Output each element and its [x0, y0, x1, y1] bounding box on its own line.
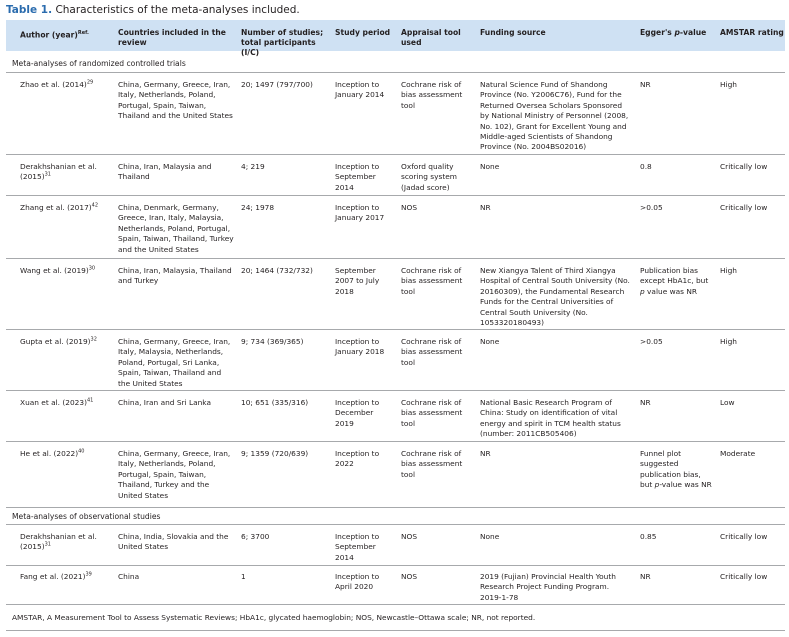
header-funding: Funding source	[480, 28, 546, 37]
section-observational: Meta-analyses of observational studies	[12, 512, 161, 521]
row-tool: Cochrane risk of bias assessment tool	[401, 398, 463, 428]
row-divider	[6, 72, 785, 73]
header-period: Study period	[335, 28, 391, 37]
row-divider	[6, 390, 785, 391]
table-bottom-rule	[6, 604, 785, 605]
row-tool: Cochrane risk of bias assessment tool	[401, 449, 463, 479]
header-tool: Appraisal tool used	[401, 28, 461, 47]
row-amstar: Critically low	[720, 203, 768, 212]
row-egger: 0.8	[640, 162, 652, 171]
row-number: 9; 734 (369/365)	[241, 337, 304, 346]
row-author: Gupta et al. $(2019)^{32}$	[20, 336, 97, 346]
row-tool: Cochrane risk of bias assessment tool	[401, 80, 463, 110]
row-egger: >0.05	[640, 337, 663, 346]
row-countries: China, Iran, Malaysia and Thailand	[118, 162, 212, 182]
row-number: 9; 1359 (720/639)	[241, 449, 309, 458]
row-funding: New Xiangya Talent of Third Xiangya Hospital of Central South University (No. 20160309), the Fundamental Research Funds for the Central Universities of Central South University (No. 1053320180493)	[480, 266, 630, 328]
row-funding: None	[480, 162, 500, 171]
row-funding: 2019 (Fujian) Provincial Health Youth Research Project Funding Program. 2019-1-78	[480, 572, 616, 602]
row-countries: China, Germany, Greece, Iran, Italy, Netherlands, Poland, Portugal, Spain, Taiwan, Thailand and the United States	[118, 80, 233, 121]
row-number: 10; 651 (335/316)	[241, 398, 309, 407]
row-period: Inception to January 2018	[335, 337, 385, 357]
row-egger: NR	[640, 398, 651, 407]
table-title: Characteristics of the meta-analyses included.	[55, 4, 300, 16]
row-egger: >0.05	[640, 203, 663, 212]
row-countries: China, Iran, Malaysia, Thailand and Turkey	[118, 266, 232, 286]
row-egger: Funnel plot suggested publication bias, but p-value was NR	[640, 449, 712, 490]
row-divider	[6, 154, 785, 155]
row-number: 24; 1978	[241, 203, 275, 212]
row-author: Zhao et al. $(2014)^{29}$	[20, 79, 94, 89]
row-author: Wang et al. $(2019)^{30}$	[20, 265, 96, 275]
row-tool: NOS	[401, 532, 418, 541]
row-tool: Cochrane risk of bias assessment tool	[401, 337, 463, 367]
row-countries: China, India, Slovakia and the United States	[118, 532, 229, 552]
row-divider	[6, 329, 785, 330]
row-number: 6; 3700	[241, 532, 270, 541]
row-period: Inception to January 2014	[335, 80, 385, 100]
row-funding: National Basic Research Program of China: Study on identification of vital energy and spirit in TCM health status (number: 2011CB505406)	[480, 398, 621, 439]
section-rct: Meta-analyses of randomized controlled trials	[12, 59, 186, 68]
row-funding: NR	[480, 203, 491, 212]
row-countries: China, Iran and Sri Lanka	[118, 398, 211, 407]
row-divider	[6, 195, 785, 196]
row-egger: Publication bias except HbA1c, but p value was NR	[640, 266, 709, 296]
row-amstar: High	[720, 80, 737, 89]
row-divider	[6, 258, 785, 259]
row-countries: China, Germany, Greece, Iran, Italy, Netherlands, Poland, Portugal, Spain, Taiwan, Thailand, Turkey and the United States	[118, 449, 231, 500]
row-number: 20; 1464 (732/732)	[241, 266, 313, 275]
header-amstar: AMSTAR rating	[720, 28, 784, 37]
row-author: Derakhshanian et al. $(2015)^{31}$	[20, 532, 97, 552]
row-period: Inception to September 2014	[335, 532, 380, 562]
row-author: Xuan et al. $(2023)^{41}$	[20, 397, 94, 407]
row-funding: None	[480, 337, 500, 346]
row-period: Inception to 2022	[335, 449, 380, 469]
row-divider	[6, 524, 785, 525]
row-egger: NR	[640, 572, 651, 581]
row-funding: NR	[480, 449, 491, 458]
row-countries: China, Germany, Greece, Iran, Italy, Malaysia, Netherlands, Poland, Portugal, Sri Lanka, Spain, Taiwan, Thailand and the United States	[118, 337, 231, 388]
table-footnote: AMSTAR, A Measurement Tool to Assess Systematic Reviews; HbA1c, glycated haemoglobin; NOS, Newcastle–Ottawa scale; NR, not reported.	[12, 613, 536, 622]
row-period: Inception to January 2017	[335, 203, 385, 223]
row-divider	[6, 565, 785, 566]
row-tool: Cochrane risk of bias assessment tool	[401, 266, 463, 296]
row-egger: NR	[640, 80, 651, 89]
row-tool: NOS	[401, 572, 418, 581]
row-number: 20; 1497 (797/700)	[241, 80, 313, 89]
row-divider	[6, 441, 785, 442]
row-amstar: Low	[720, 398, 735, 407]
row-period: Inception to December 2019	[335, 398, 380, 428]
row-countries: China, Denmark, Germany, Greece, Iran, Italy, Malaysia, Netherlands, Poland, Portugal, Spain, Taiwan, Thailand, Turkey and the United States	[118, 203, 234, 254]
row-period: Inception to April 2020	[335, 572, 380, 592]
row-number: 1	[241, 572, 246, 581]
row-amstar: High	[720, 337, 737, 346]
row-author: Fang et al. $(2021)^{39}$	[20, 571, 92, 581]
row-funding: Natural Science Fund of Shandong Province (No. Y2006C76), Fund for the Returned Oversea Scholars Sponsored by National Ministry of Personnel (2008, No. 102), Grant for Excellent Young and Middle-aged Scientists of Shandong Province (No. 2004BS02016)	[480, 80, 629, 152]
row-amstar: Critically low	[720, 162, 768, 171]
header-egger: Egger's p-value	[640, 28, 707, 37]
row-amstar: Critically low	[720, 572, 768, 581]
header-number: Number of studies; total participants (I/C)	[241, 28, 324, 57]
footnote-rule	[6, 630, 785, 631]
table-label: Table 1.	[6, 4, 53, 16]
row-period: September 2007 to July 2018	[335, 266, 380, 296]
header-author: Author (year)$^{Ref.}$	[20, 30, 89, 40]
row-tool: NOS	[401, 203, 418, 212]
row-amstar: High	[720, 266, 737, 275]
row-number: 4; 219	[241, 162, 265, 171]
row-countries: China	[118, 572, 140, 581]
row-period: Inception to September 2014	[335, 162, 380, 192]
row-author: He et al. $(2022)^{40}$	[20, 448, 85, 458]
row-funding: None	[480, 532, 500, 541]
row-tool: Oxford quality scoring system (Jadad score)	[401, 162, 457, 192]
row-egger: 0.85	[640, 532, 657, 541]
row-amstar: Moderate	[720, 449, 756, 458]
table-caption	[6, 4, 300, 16]
row-author: Zhang et al. $(2017)^{42}$	[20, 202, 99, 212]
row-divider	[6, 507, 785, 508]
row-amstar: Critically low	[720, 532, 768, 541]
header-countries: Countries included in the review	[118, 28, 226, 47]
row-author: Derakhshanian et al. $(2015)^{31}$	[20, 162, 97, 182]
